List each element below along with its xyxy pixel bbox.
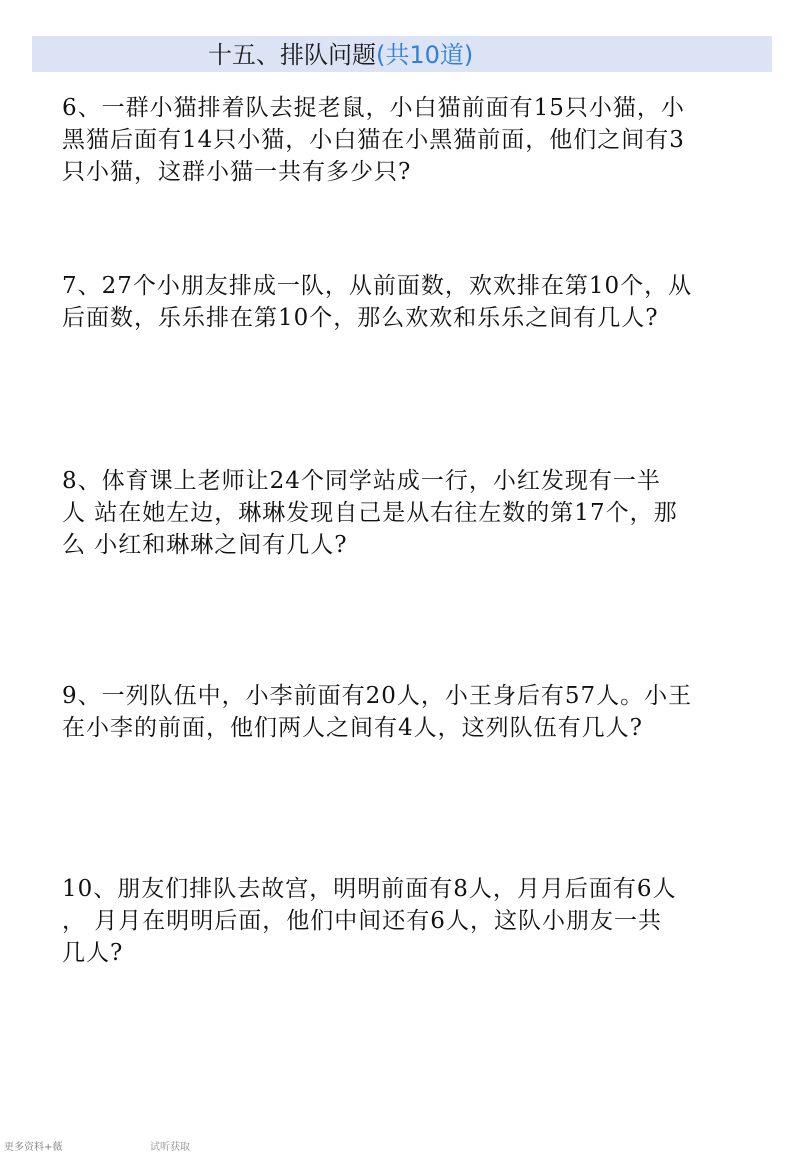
page-title-main: 十五、排队问题 xyxy=(208,41,376,69)
problem-6 xyxy=(62,92,782,188)
problem-line: 9、一列队伍中，小李前面有20人，小王身后有57人。小王 xyxy=(62,683,693,709)
problem-8 xyxy=(62,465,782,561)
problem-line: 6、一群小猫排着队去捉老鼠，小白猫前面有15只小猫，小 xyxy=(62,95,685,121)
problem-line: 后面数，乐乐排在第10个，那么欢欢和乐乐之间有几人? xyxy=(62,305,659,331)
problem-line: 8、体育课上老师让24个同学站成一行，小红发现有一半 xyxy=(62,468,661,494)
problem-line: 么 小红和琳琳之间有几人? xyxy=(62,532,348,558)
footer-watermark-right: 试听获取 xyxy=(150,1142,190,1153)
problem-line: 几人? xyxy=(62,940,124,966)
problem-line: ， 月月在明明后面，他们中间还有6人，这队小朋友一共 xyxy=(62,908,662,934)
problem-line: 7、27个小朋友排成一队，从前面数，欢欢排在第10个，从 xyxy=(62,273,693,299)
page-title xyxy=(208,40,473,70)
problem-10 xyxy=(62,873,782,969)
problem-7 xyxy=(62,270,782,334)
problem-line: 黑猫后面有14只小猫，小白猫在小黑猫前面，他们之间有3 xyxy=(62,127,685,153)
problem-line: 10、朋友们排队去故宫，明明前面有8人，月月后面有6人 xyxy=(62,876,677,902)
problem-9 xyxy=(62,680,782,744)
problem-line: 在小李的前面，他们两人之间有4人，这列队伍有几人? xyxy=(62,715,643,741)
problem-line: 只小猫，这群小猫一共有多少只? xyxy=(62,159,412,185)
footer-watermark-left: 更多资料+薇 xyxy=(4,1142,63,1153)
page-title-count: (共10道) xyxy=(376,41,474,69)
problem-line: 人 站在她左边，琳琳发现自己是从右往左数的第17个，那 xyxy=(62,500,678,526)
